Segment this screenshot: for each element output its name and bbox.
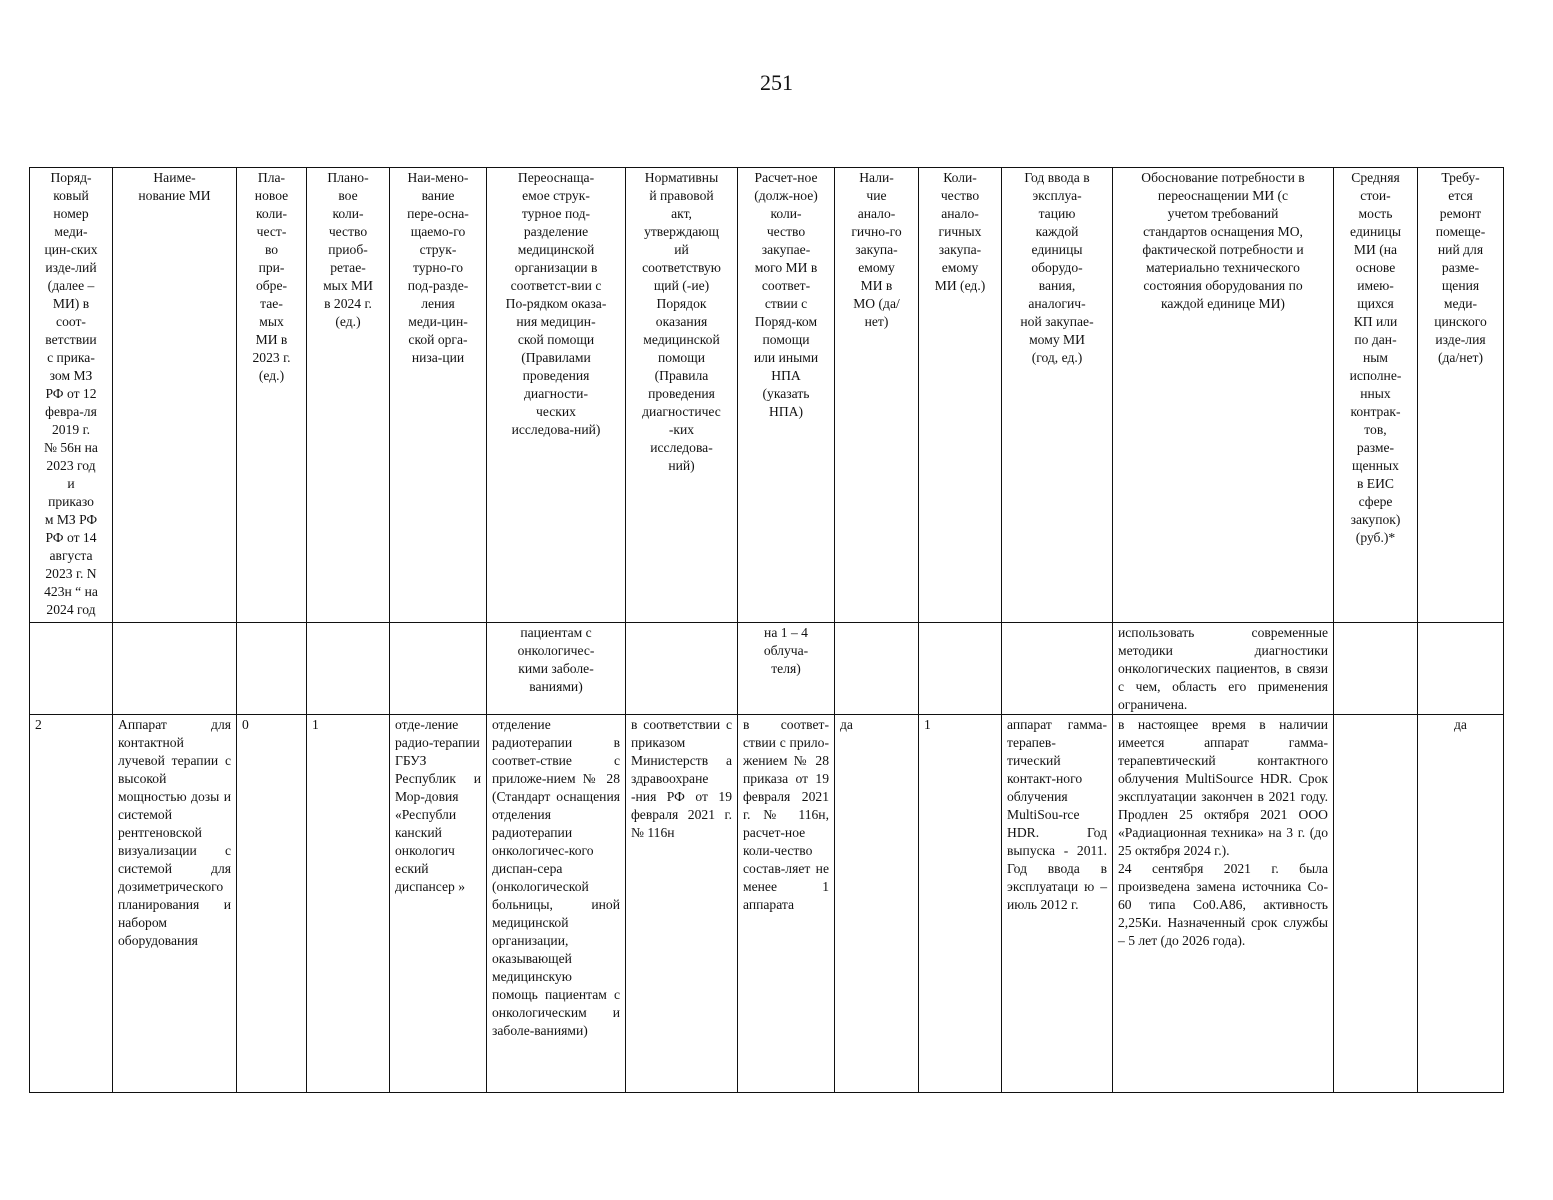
table-row-continuation [30, 623, 1504, 715]
table-cell-calc-qty: на 1 – 4 облуча- теля) [738, 623, 835, 715]
table-cell-qty-2024: 1 [307, 715, 390, 1093]
header-cell-repair: Требу- ется ремонт помеще- ний для разме- щения меди- цинского изде-лия (да/нет) [1418, 168, 1504, 623]
header-cell-analog-present: Нали- чие анало- гично-го закупа- емому МИ в МО (да/ нет) [835, 168, 919, 623]
table-cell [390, 623, 487, 715]
table-header-row [30, 168, 1504, 623]
table-cell-justification: использовать современные методики диагностики онкологических пациентов, в связи с чем, область его применения ограничена. [1113, 623, 1334, 715]
table-cell-calc-qty: в соответ-ствии с прило-жением № 28 приказа от 19 февраля 2021 г. № 116н, расчет-ное коли-чество состав-ляет не менее 1 аппарата [738, 715, 835, 1093]
table-cell-number: 2 [30, 715, 113, 1093]
header-cell-analog-qty: Коли- чество анало- гичных закупа- емому МИ (ед.) [919, 168, 1002, 623]
table-cell [1002, 623, 1113, 715]
header-cell-avg-cost: Средняя стои- мость единицы МИ (на основе имею- щихся КП или по дан- ным исполне- нных контрак- тов, разме- щенных в ЕИС сфере закупок) (руб.)* [1334, 168, 1418, 623]
table-cell-analog-qty: 1 [919, 715, 1002, 1093]
header-cell-name: Наиме- нование МИ [113, 168, 237, 623]
table-cell-unit-name: отде-ление радио-терапии ГБУЗ Республик и Мор-довия «Республи канский онкологич еский диспансер » [390, 715, 487, 1093]
table-cell [237, 623, 307, 715]
table-cell-justification [1113, 715, 1334, 1093]
equipment-table [29, 167, 1504, 1093]
table-cell [626, 623, 738, 715]
justification-paragraph: 24 сентября 2021 г. была произведена замена источника Co-60 типа Co0.A86, активность 2,25Ки. Назначенный срок службы – 5 лет (до 2026 года). [1118, 861, 1328, 948]
table-cell [1334, 623, 1418, 715]
header-cell-legal-act: Нормативны й правовой акт, утверждающ ий соответствую щий (-ие) Порядок оказания медицинской помощи (Правила проведения диагностичес -ких исследова- ний) [626, 168, 738, 623]
header-cell-unit-name: Наи-мено- вание пере-осна- щаемо-го струк- турно-го под-разде- ления меди-цин- ской орга- низа-ции [390, 168, 487, 623]
table-cell-repair: да [1418, 715, 1504, 1093]
table-cell-unit-per-order: отделение радиотерапии в соответ-ствие с приложе-нием № 28 (Стандарт оснащения отделения радиотерапии онкологичес-кого диспан-сера (онкологической больницы, иной медицинской организации, оказывающей медицинскую помощь пациентам с онкологическим и заболе-ваниями) [487, 715, 626, 1093]
header-cell-year-in-service: Год ввода в эксплуа- тацию каждой единицы оборудо- вания, аналогич- ной закупае- мому МИ (год, ед.) [1002, 168, 1113, 623]
table-cell-year-in-service: аппарат гамма-терапев-тический контакт-ного облучения MultiSou-rce HDR. Год выпуска - 2011. Год ввода в эксплуатаци ю – июль 2012 г. [1002, 715, 1113, 1093]
header-cell-justification: Обоснование потребности в переоснащении МИ (с учетом требований стандартов оснащения МО, фактической потребности и материально технического состояния оборудования по каждой единице МИ) [1113, 168, 1334, 623]
table-cell-name: Аппарат для контактной лучевой терапии с высокой мощностью дозы и системой рентгеновской визуализации с системой для дозиметрического планирования и набором оборудования [113, 715, 237, 1093]
table-cell-analog-present: да [835, 715, 919, 1093]
table-cell-qty-2023: 0 [237, 715, 307, 1093]
table-cell-legal-act: в соответствии с приказом Министерств а здравоохране -ния РФ от 19 февраля 2021 г. № 116н [626, 715, 738, 1093]
header-cell-number: Поряд- ковый номер меди- цин-ских изде-лий (далее – МИ) в соот- ветствии с прика- зом МЗ РФ от 12 февра-ля 2019 г. № 56н на 2023 год и приказо м МЗ РФ РФ от 14 августа 2023 г. N 423н “ на 2024 год [30, 168, 113, 623]
table-cell [113, 623, 237, 715]
page-number: 251 [760, 70, 793, 95]
table-cell [919, 623, 1002, 715]
header-cell-qty-2024: Плано- вое коли- чество приоб- ретае- мых МИ в 2024 г. (ед.) [307, 168, 390, 623]
header-cell-qty-2023: Пла- новое коли- чест- во при- обре- тае- мых МИ в 2023 г. (ед.) [237, 168, 307, 623]
table-cell-unit-per-order: пациентам с онкологичес- кими заболе- ваниями) [487, 623, 626, 715]
justification-paragraph: в настоящее время в наличии имеется аппарат гамма-терапевтический контактного облучения MultiSource HDR. Срок эксплуатации закончен в 2021 году. Продлен 25 октября 2021 ООО «Радиационная техника» на 3 г. (до 25 октября 2024 г.). [1118, 717, 1328, 858]
table-cell-avg-cost [1334, 715, 1418, 1093]
table-row [30, 715, 1504, 1093]
header-cell-calc-qty: Расчет-ное (долж-ное) коли- чество закупае- мого МИ в соответ- ствии с Поряд-ком помощи или иными НПА (указать НПА) [738, 168, 835, 623]
header-cell-unit-per-order: Переоснаща- емое струк- турное под- разделение медицинской организации в соответст-вии с По-рядком оказа- ния медицин- ской помощи (Правилами проведения диагности- ческих исследова-ний) [487, 168, 626, 623]
table-cell [1418, 623, 1504, 715]
table-cell [30, 623, 113, 715]
table-cell [307, 623, 390, 715]
table-cell [835, 623, 919, 715]
